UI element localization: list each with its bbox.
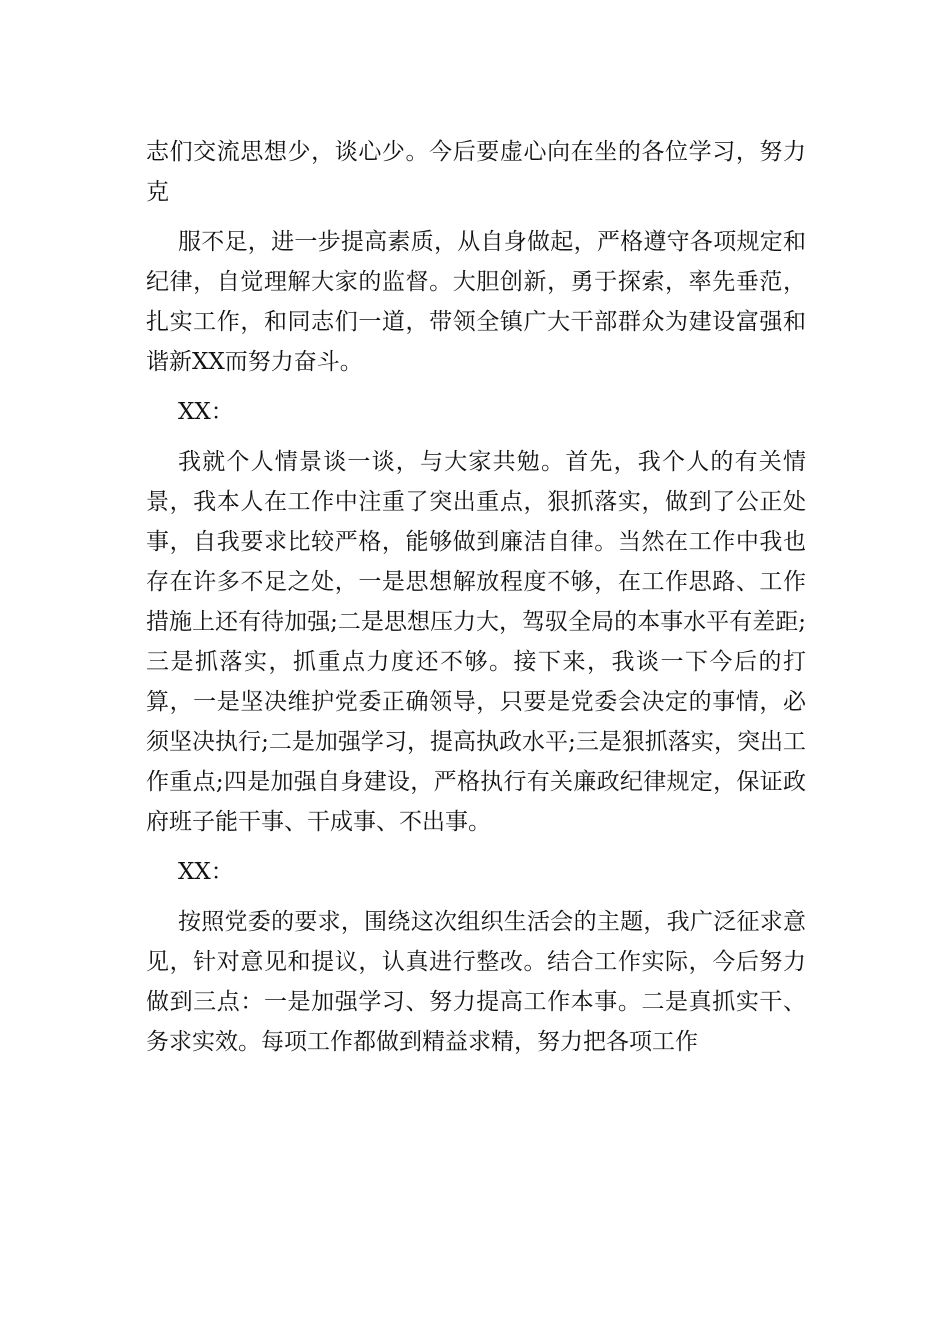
paragraph: 我就个人情景谈一谈，与大家共勉。首先，我个人的有关情景，我本人在工作中注重了突出重点，狠抓落实，做到了公正处事，自我要求比较严格，能够做到廉洁自律。当然在工作中我也存在许多不足之处，一是思想解放程度不够，在工作思路、工作措施上还有待加强;二是思想压力大，驾驭全局的本事水平有差距;三是抓落实，抓重点力度还不够。接下来，我谈一下今后的打算，一是坚决维护党委正确领导，只要是党委会决定的事情，必须坚决执行;二是加强学习，提高执政水平;三是狠抓落实，突出工作重点;四是加强自身建设，严格执行有关廉政纪律规定，保证政府班子能干事、干成事、不出事。 bbox=[146, 449, 806, 835]
paragraph-continuation: 志们交流思想少，谈心少。今后要虚心向在坐的各位学习，努力克 bbox=[146, 139, 806, 205]
speaker-heading: XX： bbox=[178, 859, 234, 885]
paragraph: 按照党委的要求，围绕这次组织生活会的主题，我广泛征求意见，针对意见和提议，认真进行整改。结合工作实际，今后努力做到三点：一是加强学习、努力提高工作本事。二是真抓实干、务求实效。每项工作都做到精益求精，努力把各项工作 bbox=[146, 909, 806, 1055]
document-body bbox=[146, 132, 806, 1072]
paragraph: 服不足，进一步提高素质，从自身做起，严格遵守各项规定和纪律，自觉理解大家的监督。大胆创新，勇于探索，率先垂范，扎实工作，和同志们一道，带领全镇广大干部群众为建设富强和谐新XX而努力奋斗。 bbox=[146, 229, 806, 375]
speaker-heading: XX： bbox=[178, 399, 234, 425]
